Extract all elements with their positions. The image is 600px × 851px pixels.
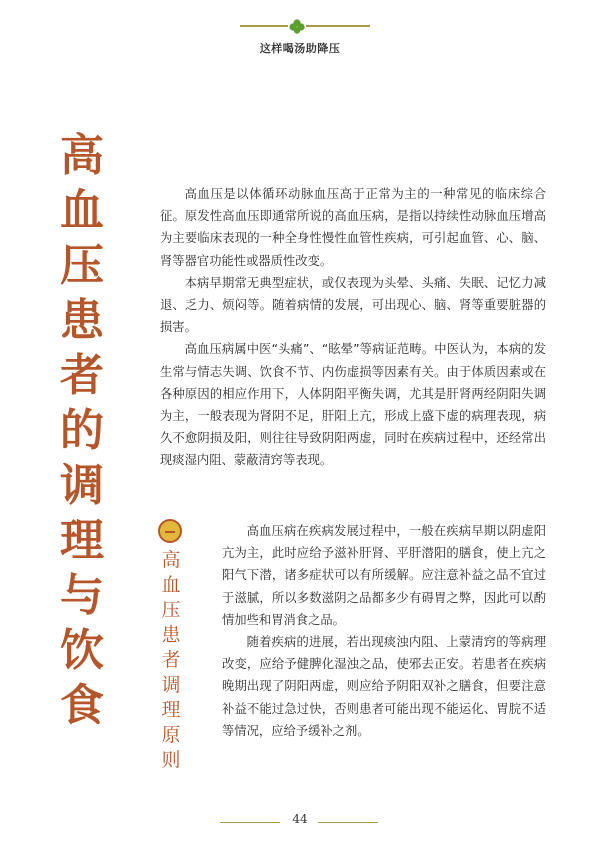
chapter-title-char: 食	[60, 680, 104, 731]
intro-paragraph: 本病早期常无典型症状，或仅表现为头晕、头痛、失眠、记忆力减退、乏力、烦闷等。随着病情的发展，可出现心、脑、肾等重要脏器的损害。	[160, 275, 546, 335]
intro-paragraph: 高血压是以体循环动脉血压高于正常为主的一种常见的临床综合征。原发性高血压即通常所说的高血压病，是指以持续性动脉血压增高为主要临床表现的一种全身性慢性血管性疾病，可引起血管、心、脑、肾等器官功能性或器质性改变。	[160, 187, 546, 268]
chapter-title-char: 者	[60, 350, 104, 401]
chapter-title-char: 与	[60, 570, 104, 621]
section-heading-char: 理	[161, 699, 181, 721]
chapter-title-char: 患	[60, 295, 104, 346]
section-heading-char: 者	[161, 649, 181, 671]
page-number: 44	[292, 812, 308, 826]
chapter-title-char: 调	[60, 460, 104, 511]
chapter-title-char: 压	[60, 240, 104, 291]
section-heading-char: 患	[161, 624, 181, 646]
chapter-title-char: 饮	[60, 625, 104, 676]
chapter-title-char: 血	[60, 185, 104, 236]
section-heading-char: 压	[161, 599, 181, 621]
section-heading-char: 血	[161, 574, 181, 596]
chapter-title-char: 理	[60, 515, 104, 566]
section-number-badge-icon	[158, 519, 182, 543]
section-paragraph: 高血压病在疾病发展过程中，一般在疾病早期以阴虚阳亢为主，此时应给予滋补肝肾、平肝潜阳的膳食，使上亢之阳气下潜，诸多症状可以有所缓解。应注意补益之品不宜过于滋腻，所以多数滋阴之品都多少有碍胃之弊，因此可以酌情加些和胃消食之品。	[222, 524, 546, 627]
chapter-title	[52, 128, 112, 733]
chapter-title-char: 高	[60, 130, 104, 181]
header-rule-right	[310, 25, 370, 27]
section-heading-char: 高	[161, 549, 181, 571]
running-header-title: 这样喝汤助降压	[259, 42, 341, 55]
section-text	[222, 520, 546, 742]
chapter-title-char: 的	[60, 405, 104, 456]
section-heading	[160, 548, 182, 773]
section-heading-char: 则	[161, 749, 181, 771]
section-paragraph: 随着疾病的进展，若出现痰浊内阻、上蒙清窍的等病理改变，应给予健脾化湿浊之品，使邪去正安。若患者在疾病晚期出现了阴阳两虚，则应给予阴阳双补之膳食，但要注意补益不能过急过快，否则患者可能出现不能运化、胃脘不适等情况，应给予缓补之剂。	[222, 635, 546, 738]
clover-icon	[288, 18, 306, 36]
section-heading-char: 调	[161, 674, 181, 696]
section-heading-char: 原	[161, 724, 181, 746]
intro-text	[160, 183, 546, 472]
intro-paragraph: 高血压病属中医“头痛”、“眩晕”等病证范畴。中医认为，本病的发生常与情志失调、饮食不节、内伤虚损等因素有关。由于体质因素或在各种原因的相应作用下，人体阴阳平衡失调，尤其是肝肾两经阴阳失调为主，一般表现为肾阴不足，肝阳上亢，形成上盛下虚的病理表现，病久不愈阴损及阳，则往往导致阴阳两虚，同时在疾病过程中，还经常出现痰湿内阻、蒙蔽清窍等表现。	[160, 342, 546, 468]
